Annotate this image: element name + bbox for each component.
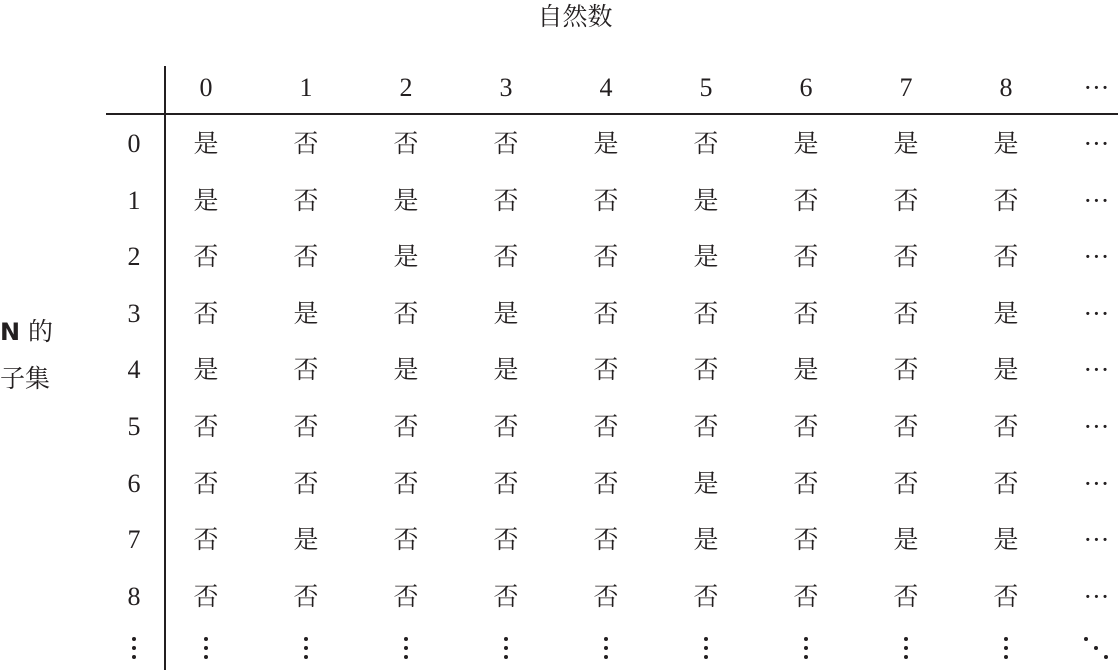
table-cell: 否	[493, 185, 519, 215]
table-cell: 否	[893, 468, 919, 498]
table-cell: 是	[193, 129, 219, 158]
side-label-n: N	[0, 318, 21, 346]
table-cell: 否	[193, 468, 219, 498]
row-ellipsis: ···	[1084, 526, 1110, 555]
table-cell: 否	[293, 581, 319, 611]
table-cell: 是	[793, 355, 819, 385]
column-vertical-ellipsis	[804, 637, 808, 659]
row-header: 3	[127, 298, 141, 328]
column-vertical-ellipsis	[1004, 637, 1008, 659]
row-header: 6	[127, 468, 141, 498]
side-label-de: 的	[20, 317, 54, 346]
table-cell: 是	[593, 129, 619, 158]
table-cell: 否	[593, 355, 619, 385]
table-cell: 否	[693, 581, 719, 611]
table-cell: 否	[193, 412, 219, 441]
row-header-vertical-ellipsis	[132, 637, 136, 659]
table-cell: 是	[293, 525, 319, 555]
table-title: 自然数	[537, 2, 613, 31]
table-cell: 否	[593, 242, 619, 272]
table-cell: 否	[293, 129, 319, 158]
table-cell: 否	[293, 468, 319, 498]
table-cell: 否	[893, 242, 919, 272]
row-ellipsis: ···	[1084, 299, 1110, 328]
table-cell: 是	[393, 185, 419, 215]
table-cell: 否	[493, 129, 519, 158]
column-vertical-ellipsis	[604, 637, 608, 659]
table-cell: 否	[793, 242, 819, 272]
table-cell: 是	[393, 355, 419, 385]
table-cell: 否	[893, 298, 919, 328]
table-cell: 否	[893, 185, 919, 215]
table-cell: 否	[793, 185, 819, 215]
table-cell: 否	[293, 185, 319, 215]
vertical-rule	[164, 66, 166, 670]
row-ellipsis: ···	[1084, 243, 1110, 272]
table-cell: 否	[393, 581, 419, 611]
table-cell: 否	[893, 355, 919, 385]
table-cell: 是	[993, 129, 1019, 158]
table-cell: 是	[693, 468, 719, 498]
table-cell: 否	[993, 468, 1019, 498]
table-cell: 是	[393, 242, 419, 272]
column-header: 6	[799, 73, 813, 102]
table-cell: 否	[593, 298, 619, 328]
table-cell: 否	[393, 412, 419, 441]
table-cell: 否	[993, 185, 1019, 215]
table-cell: 否	[993, 581, 1019, 611]
column-vertical-ellipsis	[204, 637, 208, 659]
header-rule	[106, 113, 1118, 115]
table-cell: 否	[793, 581, 819, 611]
table-cell: 否	[193, 525, 219, 555]
column-header-ellipsis: ···	[1084, 74, 1110, 102]
table-cell: 是	[793, 129, 819, 158]
side-label-line1	[0, 315, 53, 349]
column-header: 7	[899, 73, 913, 102]
row-header: 7	[127, 525, 141, 555]
table-cell: 否	[893, 581, 919, 611]
table-cell: 是	[893, 525, 919, 555]
table-cell: 否	[993, 242, 1019, 272]
table-cell: 否	[593, 525, 619, 555]
table-cell: 是	[493, 298, 519, 328]
table-cell: 否	[593, 412, 619, 441]
row-ellipsis: ···	[1084, 186, 1110, 215]
table-cell: 是	[993, 525, 1019, 555]
table-cell: 是	[293, 298, 319, 328]
row-header: 0	[127, 129, 141, 158]
column-header: 3	[499, 73, 513, 102]
table-cell: 是	[493, 355, 519, 385]
table-cell: 否	[293, 355, 319, 385]
table-cell: 否	[493, 581, 519, 611]
table-cell: 否	[693, 298, 719, 328]
row-header: 1	[127, 185, 141, 215]
table-cell: 否	[493, 525, 519, 555]
column-header: 4	[599, 73, 613, 102]
row-ellipsis: ···	[1084, 582, 1110, 611]
table-cell: 否	[193, 242, 219, 272]
table-cell: 是	[693, 242, 719, 272]
table-cell: 否	[693, 355, 719, 385]
table-cell: 否	[193, 298, 219, 328]
row-header: 8	[127, 581, 141, 611]
table-cell: 否	[393, 129, 419, 158]
table-cell: 是	[193, 355, 219, 385]
column-header: 8	[999, 73, 1013, 102]
table-cell: 否	[193, 581, 219, 611]
column-vertical-ellipsis	[704, 637, 708, 659]
table-cell: 否	[293, 242, 319, 272]
table-cell: 否	[793, 298, 819, 328]
table-cell: 否	[293, 412, 319, 441]
table-cell: 否	[793, 412, 819, 441]
row-header: 4	[127, 355, 141, 385]
column-vertical-ellipsis	[404, 637, 408, 659]
table-cell: 否	[893, 412, 919, 441]
table-cell: 否	[493, 242, 519, 272]
table-cell: 否	[793, 468, 819, 498]
table-cell: 否	[793, 525, 819, 555]
table-cell: 是	[993, 298, 1019, 328]
table-cell: 是	[993, 355, 1019, 385]
table-cell: 否	[593, 581, 619, 611]
table-cell: 是	[893, 129, 919, 158]
table-cell: 否	[493, 468, 519, 498]
row-header: 2	[127, 242, 141, 272]
table-cell: 否	[693, 129, 719, 158]
table-cell: 否	[593, 468, 619, 498]
table-cell: 否	[993, 412, 1019, 441]
table-cell: 否	[693, 412, 719, 441]
column-vertical-ellipsis	[504, 637, 508, 659]
table-cell: 是	[693, 525, 719, 555]
table-cell: 否	[393, 468, 419, 498]
column-header: 1	[299, 73, 313, 102]
row-header: 5	[127, 412, 141, 441]
column-header: 2	[399, 73, 413, 102]
table-cell: 否	[393, 525, 419, 555]
column-vertical-ellipsis	[304, 637, 308, 659]
row-ellipsis: ···	[1084, 413, 1110, 441]
column-header: 0	[199, 73, 213, 102]
table-cell: 是	[193, 185, 219, 215]
row-ellipsis: ···	[1084, 356, 1110, 385]
row-ellipsis: ···	[1084, 130, 1110, 158]
table-cell: 是	[693, 185, 719, 215]
table-cell: 否	[393, 298, 419, 328]
row-ellipsis: ···	[1084, 469, 1110, 498]
table-cell: 否	[593, 185, 619, 215]
diagonal-ellipsis	[1084, 637, 1110, 659]
side-label-line2: 子集	[0, 364, 51, 393]
column-header: 5	[699, 73, 713, 102]
column-vertical-ellipsis	[904, 637, 908, 659]
table-cell: 否	[493, 412, 519, 441]
